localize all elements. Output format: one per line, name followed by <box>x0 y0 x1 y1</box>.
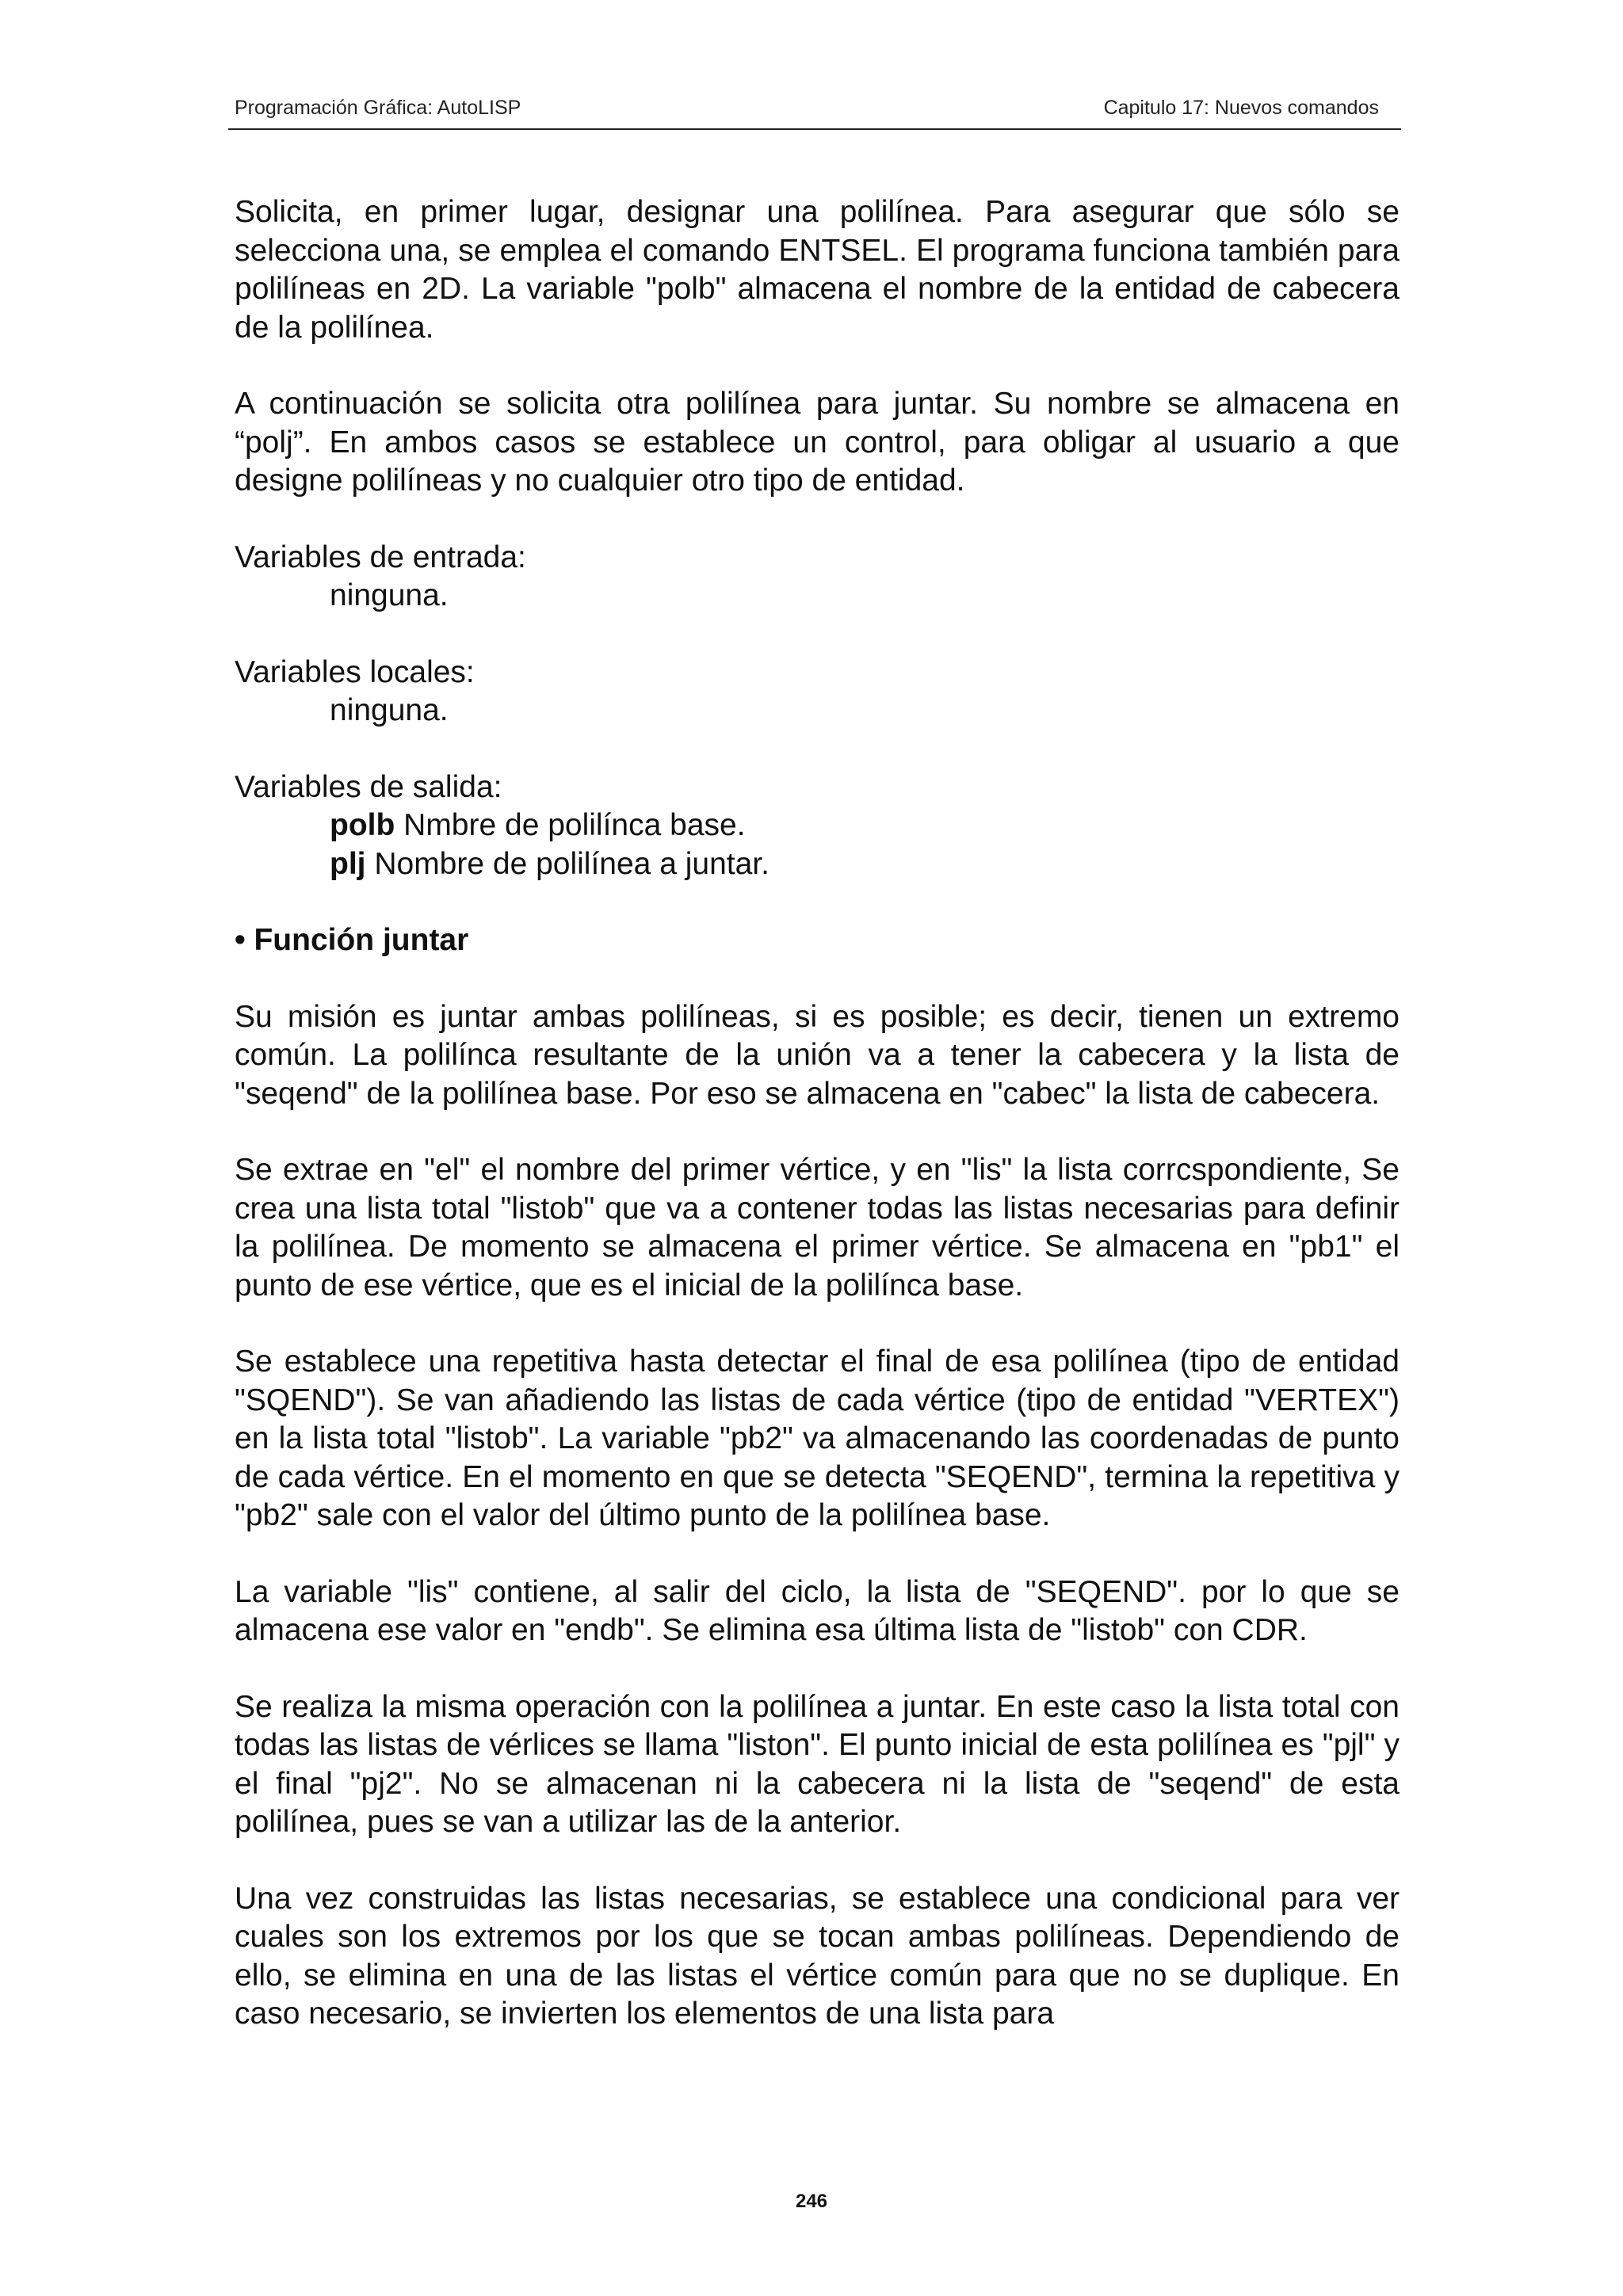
output-variable-item <box>235 845 1400 884</box>
paragraph: Se establece una repetitiva hasta detectar el final de esa polilínea (tipo de entidad "SQEND"). Se van añadiendo las listas de cada vértice (tipo de entidad "VERTEX") en la lista total "listob". La variable "pb2" va almacenando las coordenadas de punto de cada vértice. En el momento en que se detecta "SEQEND", termina la repetitiva y "pb2" sale con el valor del último punto de la polilínea base. <box>235 1344 1400 1532</box>
output-variable-item <box>235 807 1400 845</box>
output-variables <box>235 769 1400 884</box>
paragraph: Se realiza la misma operación con la polilínea a juntar. En este caso la lista total con todas las listas de vérlices se llama "liston". El punto inicial de esta polilínea es "pjl" y el final "pj2". No se almacenan ni la cabecera ni la lista de "seqend" de esta polilínea, pues se van a utilizar las de la anterior. <box>235 1689 1400 1839</box>
paragraph: La variable "lis" contiene, al salir del ciclo, la lista de "SEQEND". por lo que se almacena ese valor en "endb". Se elimina esa última lista de "listob" con CDR. <box>235 1574 1400 1647</box>
variable-name: plj <box>330 846 366 881</box>
output-variables-label: Variables de salida: <box>235 769 502 804</box>
variable-description: Nombre de polilínea a juntar. <box>365 846 769 881</box>
paragraph: Se extrae en "el" el nombre del primer vértice, y en "lis" la lista corrcspondiente, Se crea una lista total "listob" que va a contener todas las listas necesarias para definir la polilínea. De momento se almacena el primer vértice. Se almacena en "pb1" el punto de ese vértice, que es el inicial de la polilínca base. <box>235 1153 1400 1302</box>
page-body <box>235 193 1400 2072</box>
local-variables-value: ninguna. <box>330 693 449 727</box>
paragraph: Una vez construidas las listas necesarias, se establece una condicional para ver cuales son los extremos por los que se tocan ambas polilíneas. Dependiendo de ello, se elimina en una de las listas el vértice común para que no se duplique. En caso necesario, se invierten los elementos de una lista para <box>235 1881 1400 2031</box>
paragraph: Su misión es juntar ambas polilíneas, si es posible; es decir, tienen un extremo común. La polilínca resultante de la unión va a tener la cabecera y la lista de "seqend" de la polilínea base. Por eso se almacena en "cabec" la lista de cabecera. <box>235 999 1400 1111</box>
variable-name: polb <box>330 808 395 842</box>
local-variables-label: Variables locales: <box>235 654 475 689</box>
input-variables-label: Variables de entrada: <box>235 540 526 574</box>
input-variables <box>235 539 1400 616</box>
header-chapter-title: Capitulo 17: Nuevos comandos <box>1103 97 1379 119</box>
page-number: 246 <box>795 2191 828 2212</box>
local-variables <box>235 654 1400 730</box>
section-title: • Función juntar <box>235 923 469 957</box>
paragraph: Solicita, en primer lugar, designar una polilínea. Para asegurar que sólo se selecciona una, se emplea el comando ENTSEL. El programa funciona también para polilíneas en 2D. La variable "polb" almacena el nombre de la entidad de cabecera de la polilínea. <box>235 195 1400 345</box>
page-header <box>228 93 1401 130</box>
variable-description: Nmbre de polilínca base. <box>395 808 746 842</box>
input-variables-value: ninguna. <box>330 578 449 612</box>
paragraph: A continuación se solicita otra polilínea para juntar. Su nombre se almacena en “polj”. En ambos casos se establece un control, para obligar al usuario a que designe polilíneas y no cualquier otro tipo de entidad. <box>235 387 1400 498</box>
header-book-title: Programación Gráfica: AutoLISP <box>235 97 521 119</box>
